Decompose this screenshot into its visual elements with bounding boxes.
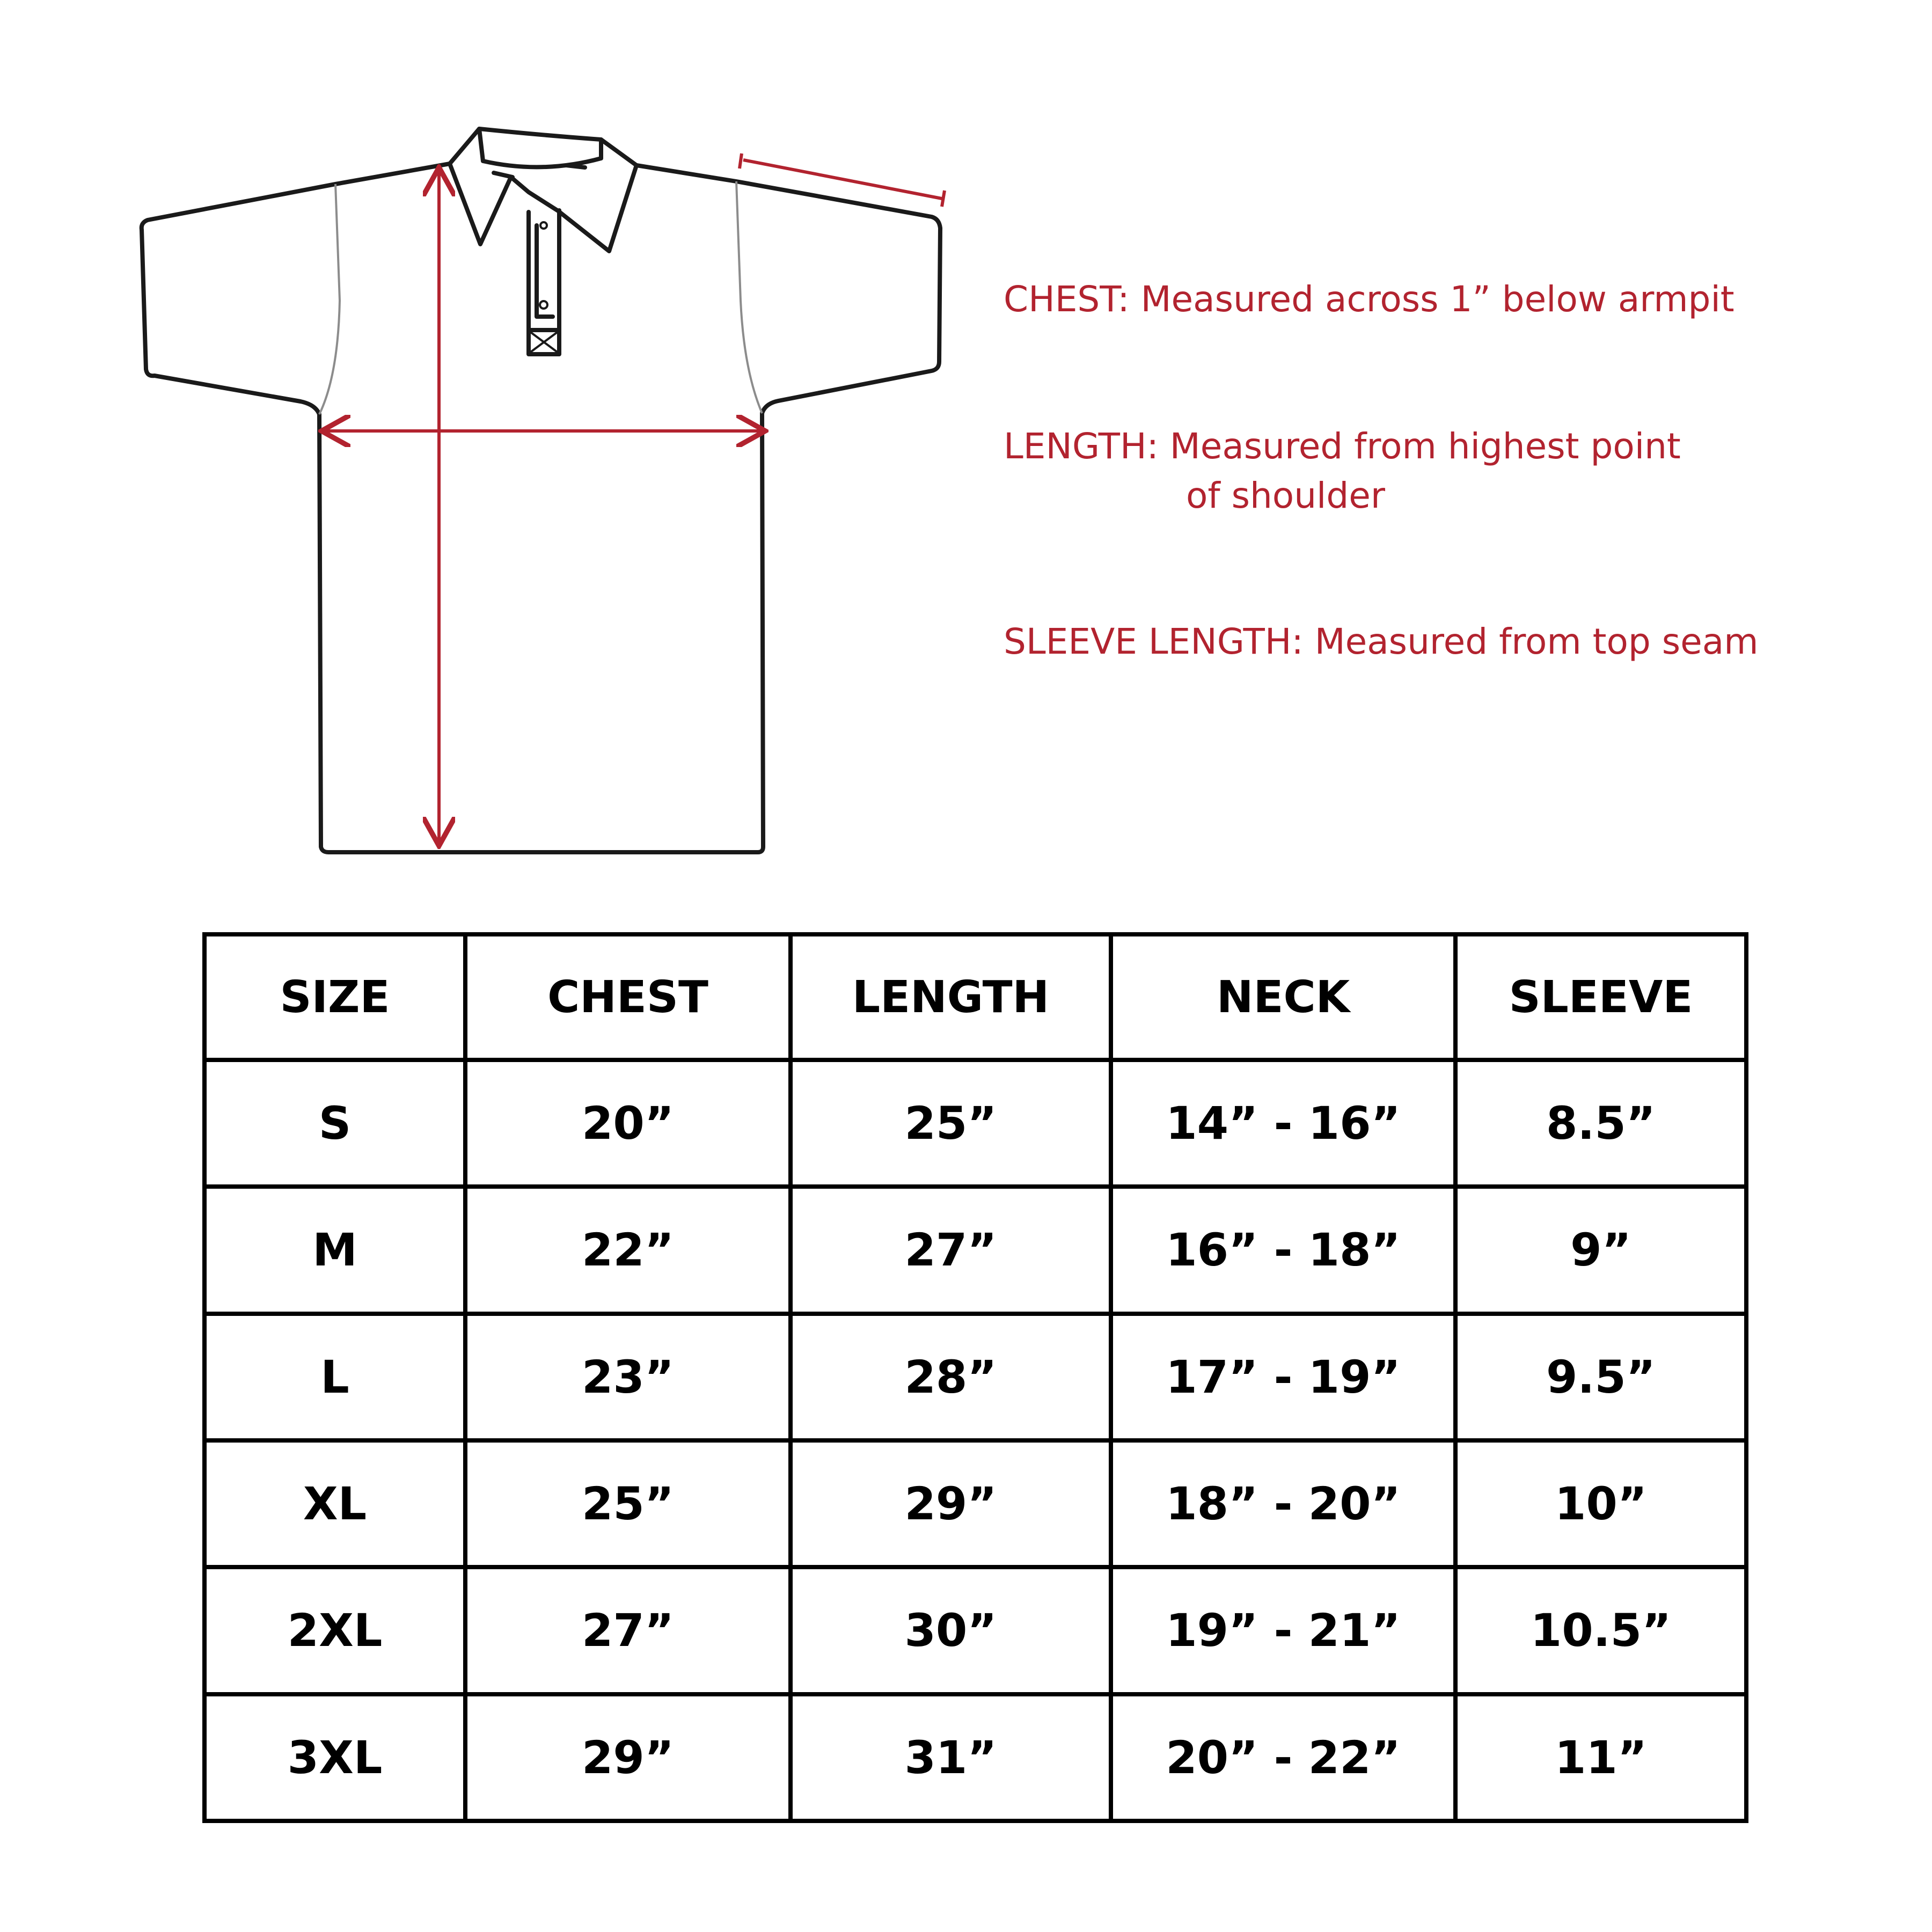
cell-size: L [204, 1314, 465, 1440]
cell-chest: 22” [465, 1187, 791, 1313]
header-chest: CHEST [465, 934, 791, 1060]
cell-size: S [204, 1060, 465, 1187]
cell-sleeve: 10” [1455, 1440, 1746, 1567]
table-row [204, 1694, 1746, 1821]
cell-neck: 18” - 20” [1111, 1440, 1455, 1567]
header-length: LENGTH [791, 934, 1111, 1060]
cell-sleeve: 11” [1455, 1694, 1746, 1821]
table-row [204, 1440, 1746, 1567]
cell-size: 3XL [204, 1694, 465, 1821]
cell-length: 29” [791, 1440, 1111, 1567]
cell-chest: 25” [465, 1440, 791, 1567]
table-row [204, 1314, 1746, 1440]
cell-neck: 19” - 21” [1111, 1567, 1455, 1694]
cell-length: 31” [791, 1694, 1111, 1821]
header-neck: NECK [1111, 934, 1455, 1060]
length-note-line1: LENGTH: Measured from highest point [1004, 426, 1681, 467]
cell-chest: 20” [465, 1060, 791, 1187]
size-chart-table [202, 932, 1748, 1823]
sleeve-note: SLEEVE LENGTH: Measured from top seam [1004, 621, 1759, 662]
cell-sleeve: 9” [1455, 1187, 1746, 1313]
cell-length: 25” [791, 1060, 1111, 1187]
header-sleeve: SLEEVE [1455, 934, 1746, 1060]
cell-chest: 23” [465, 1314, 791, 1440]
cell-length: 30” [791, 1567, 1111, 1694]
header-size: SIZE [204, 934, 465, 1060]
polo-shirt-outline-icon [142, 129, 940, 852]
length-note [1004, 422, 1681, 521]
table-row [204, 1567, 1746, 1694]
cell-neck: 20” - 22” [1111, 1694, 1455, 1821]
cell-neck: 14” - 16” [1111, 1060, 1455, 1187]
cell-sleeve: 9.5” [1455, 1314, 1746, 1440]
table-row [204, 1060, 1746, 1187]
table-row [204, 1187, 1746, 1313]
cell-size: XL [204, 1440, 465, 1567]
table-header-row [204, 934, 1746, 1060]
cell-chest: 27” [465, 1567, 791, 1694]
cell-size: 2XL [204, 1567, 465, 1694]
cell-neck: 17” - 19” [1111, 1314, 1455, 1440]
cell-size: M [204, 1187, 465, 1313]
cell-neck: 16” - 18” [1111, 1187, 1455, 1313]
cell-sleeve: 10.5” [1455, 1567, 1746, 1694]
cell-sleeve: 8.5” [1455, 1060, 1746, 1187]
length-note-line2: of shoulder [1186, 475, 1385, 516]
chest-note: CHEST: Measured across 1” below armpit [1004, 279, 1735, 320]
cell-length: 27” [791, 1187, 1111, 1313]
cell-length: 28” [791, 1314, 1111, 1440]
cell-chest: 29” [465, 1694, 791, 1821]
